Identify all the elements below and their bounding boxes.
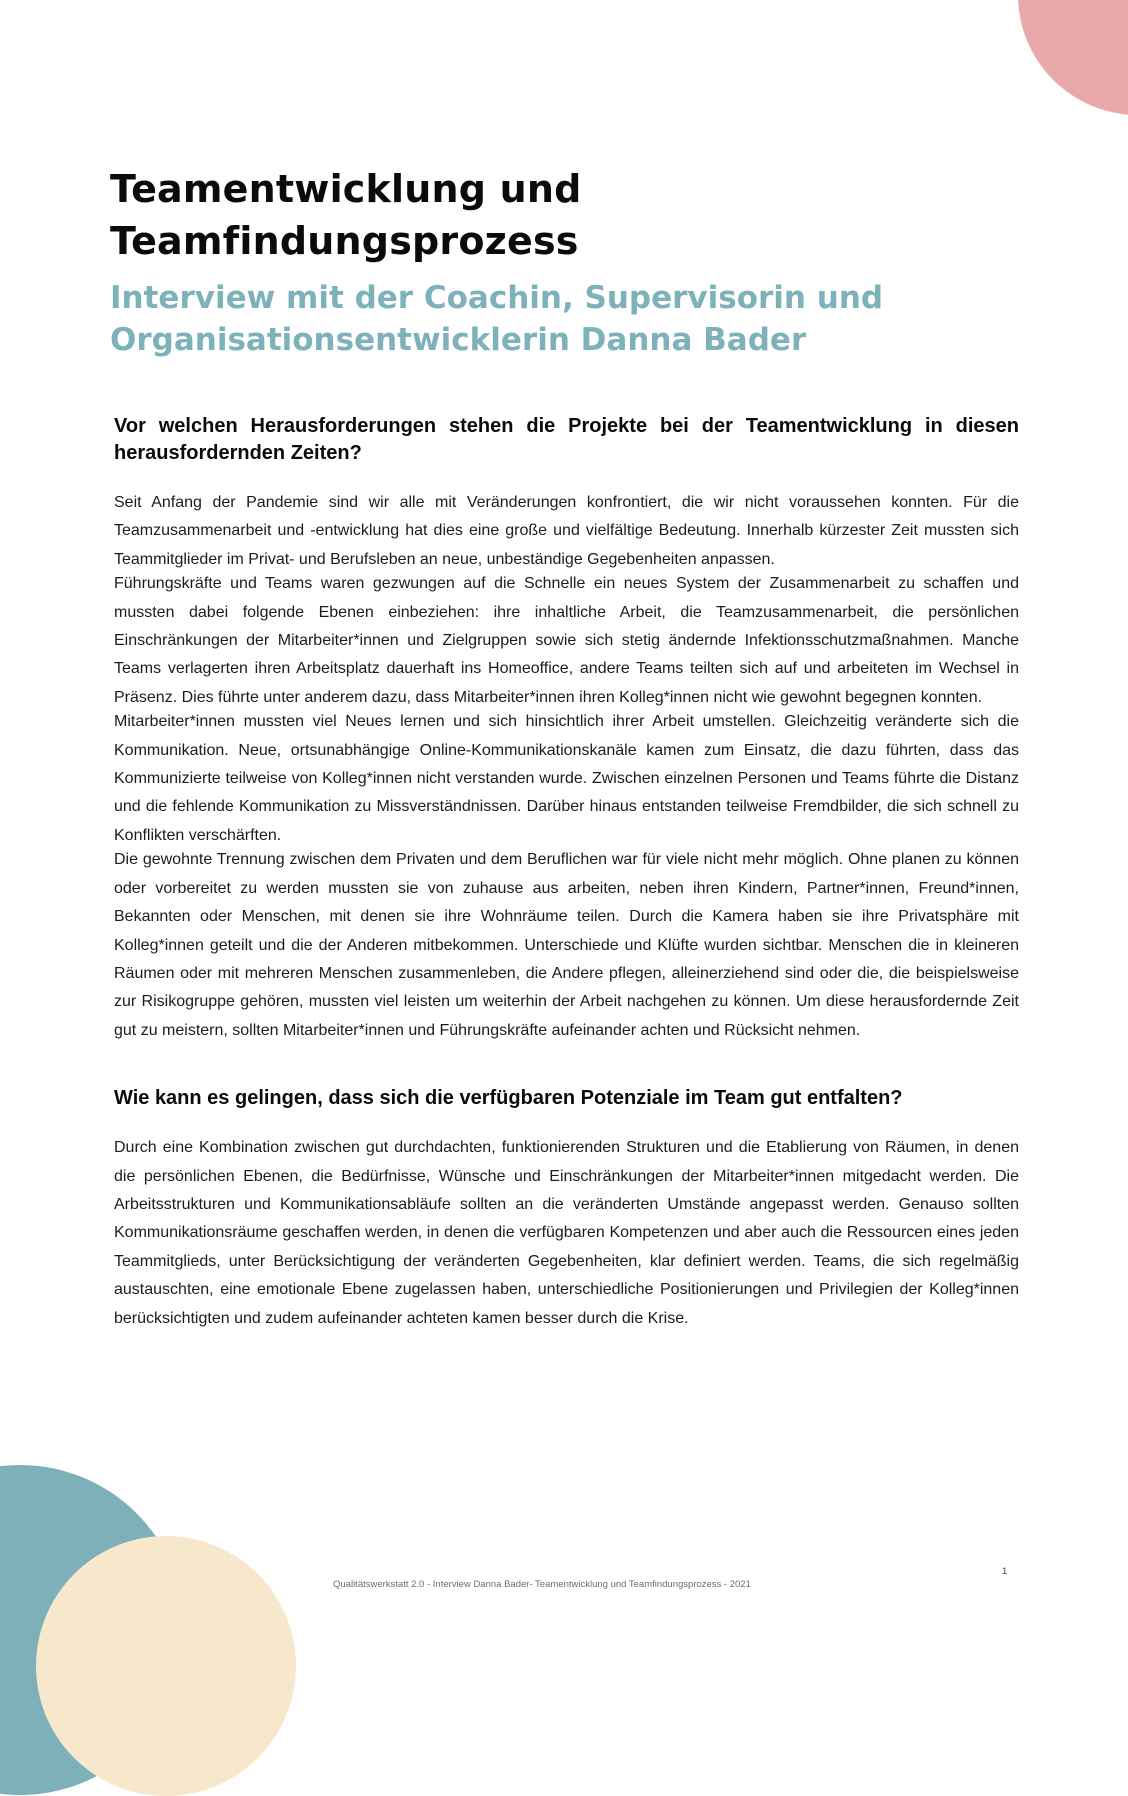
section-question-2: Wie kann es gelingen, dass sich die verfügbaren Potenziale im Team gut entfalten? [114,1087,903,1110]
interview-section-2 [114,1085,1019,1333]
paragraph: Die gewohnte Trennung zwischen dem Privaten und dem Beruflichen war für viele nicht mehr möglich. Ohne planen zu können oder vorbereitet zu werden mussten sie von zuhause aus arbeiten, neben ihren Kindern, Partner*innen, Freund*innen, Bekannten oder Menschen, mit denen sie ihre Wohnräume teilen. Durch die Kamera haben sie ihre Privatsphäre mit Kolleg*innen geteilt und die der Anderen mitbekommen. Unterschiede und Klüfte wurden sichtbar. Menschen die in kleineren Räumen oder mit mehreren Menschen zusammenleben, die Andere pflegen, alleinerziehend sind oder die, die beispielsweise zur Risikogruppe gehören, mussten viel leisten um weiterhin der Arbeit nachgehen zu können. Um diese herausfordernde Zeit gut zu meistern, sollten Mitarbeiter*innen und Führungskräfte aufeinander achten und Rücksicht nehmen. [114,851,1019,1039]
section-question-1: Vor welchen Herausforderungen stehen die Projekte bei der Teamentwicklung in diesen herausfordernden Zeiten? [114,415,1019,464]
document-header [110,163,1010,361]
document-subtitle [110,277,1010,361]
paragraph: Seit Anfang der Pandemie sind wir alle mit Veränderungen konfrontiert, die wir nicht voraussehen konnten. Für die Teamzusammenarbeit und -entwicklung hat dies eine große und vielfältige Bedeutung. Innerhalb kürzester Zeit mussten sich Teammitglieder im Privat- und Berufsleben an neue, unbeständige Gegebenheiten anpassen. [114,494,1019,568]
document-body [114,413,1019,1333]
page-footer: Qualitätswerkstatt 2.0 - Interview Danna Bader- Teamentwicklung und Teamfindungsprozess - 2021 [333,1579,751,1590]
document-title [110,163,1010,267]
paragraph: Mitarbeiter*innen mussten viel Neues lernen und sich hinsichtlich ihrer Arbeit umstellen. Gleichzeitig veränderte sich die Kommunikation. Neue, ortsunabhängige Online-Kommunikationskanäle kamen zum Einsatz, die dazu führten, dass das Kommunizierte teilweise von Kolleg*innen nicht verstanden wurde. Zwischen einzelnen Personen und Teams führte die Distanz und die fehlende Kommunikation zu Missverständnissen. Darüber hinaus entstanden teilweise Fremdbilder, die sich schnell zu Konflikten verschärften. [114,713,1019,844]
decorative-pink-circle [1018,0,1128,115]
document-title-line-1: Teamentwicklung und [110,167,582,211]
document-title-line-2: Teamfindungsprozess [110,219,579,263]
page-number: 1 [1002,1566,1008,1577]
interview-section-1 [114,413,1019,1045]
paragraph: Durch eine Kombination zwischen gut durchdachten, funktionierenden Strukturen und die Etablierung von Räumen, in denen die persönlichen Ebenen, die Bedürfnisse, Wünsche und Einschränkungen der Mitarbeiter*innen mitgedacht werden. Die Arbeitsstrukturen und Kommunikationsabläufe sollten an die veränderten Umstände angepasst werden. Genauso sollten Kommunikationsräume geschaffen werden, in denen die verfügbaren Kompetenzen und aber auch die Ressourcen eines jeden Teammitglieds, unter Berücksichtigung der veränderten Gegebenheiten, klar definiert werden. Teams, die sich regelmäßig austauschten, eine emotionale Ebene zugelassen haben, unterschiedliche Positionierungen und Privilegien der Kolleg*innen berücksichtigten und zudem aufeinander achteten kamen besser durch die Krise. [114,1139,1019,1327]
paragraph: Führungskräfte und Teams waren gezwungen auf die Schnelle ein neues System der Zusammenarbeit zu schaffen und mussten dabei folgende Ebenen einbeziehen: ihre inhaltliche Arbeit, die Teamzusammenarbeit, die persönlichen Einschränkungen der Mitarbeiter*innen und Zielgruppen sowie sich stetig ändernde Infektionsschutzmaßnahmen. Manche Teams verlagerten ihren Arbeitsplatz dauerhaft ins Homeoffice, andere Teams teilten sich auf und arbeiteten im Wechsel in Präsenz. Dies führte unter anderem dazu, dass Mitarbeiter*innen ihren Kolleg*innen nicht wie gewohnt begegnen konnten. [114,575,1019,706]
document-subtitle-line-1: Interview mit der Coachin, Supervisorin und [110,280,884,316]
decorative-cream-circle [36,1536,296,1796]
document-subtitle-line-2: Organisationsentwicklerin Danna Bader [110,322,807,358]
